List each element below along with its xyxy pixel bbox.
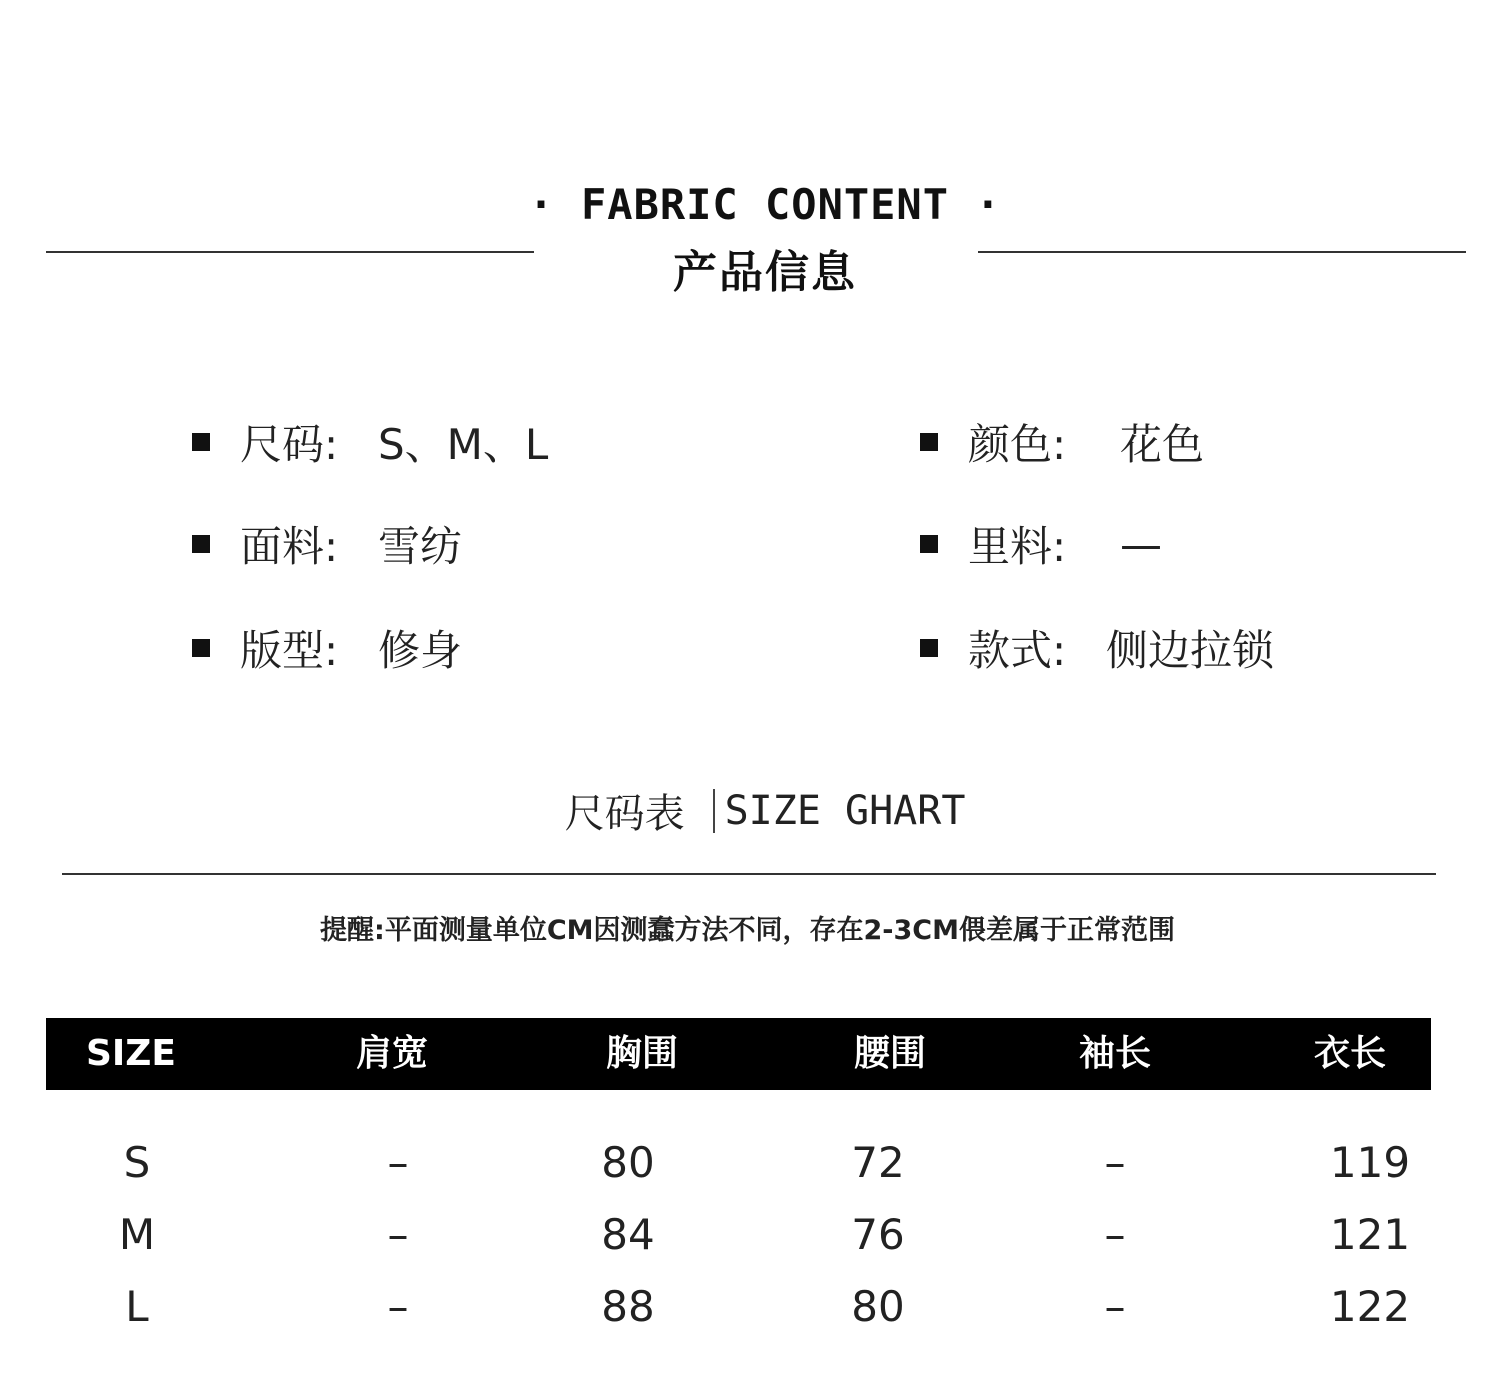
spec-value: 雪纺 [378,522,463,571]
spec-label: 颜色: [968,420,1067,469]
spec-label: 面料: [240,522,339,571]
table-cell: 88 [601,1282,655,1331]
table-cell: – [387,1138,409,1187]
spec-value: — [1120,519,1162,569]
column-header: 腰围 [853,1033,926,1074]
spec-label: 款式: [968,626,1067,675]
table-cell: – [1104,1138,1126,1187]
spec-style [920,618,1274,678]
spec-fit [192,618,462,678]
size-chart-rule [62,873,1436,875]
table-cell: – [1104,1210,1126,1259]
column-header: 衣长 [1313,1033,1386,1074]
table-cell: M [118,1210,156,1259]
bullet-icon [192,639,210,657]
size-chart-title-en: SIZE GHART [724,787,966,834]
spec-value: S、M、L [378,420,549,469]
column-header: SIZE [85,1033,177,1074]
title-divider [713,789,715,833]
bullet-icon [192,535,210,553]
table-cell: 72 [851,1138,905,1187]
table-cell: S [123,1138,151,1187]
section-title-en: · FABRIC CONTENT · [528,180,1002,229]
spec-value: 花色 [1120,420,1205,469]
section-title-cn: 产品信息 [673,247,857,298]
table-cell: – [387,1210,409,1259]
spec-lining [920,514,1162,574]
bullet-icon [920,639,938,657]
column-header: 袖长 [1078,1033,1151,1074]
table-cell: 119 [1329,1138,1411,1187]
column-header: 胸围 [605,1033,678,1074]
spec-color [920,412,1204,472]
spec-fabric [192,514,462,574]
table-cell: 84 [601,1210,655,1259]
table-cell: 76 [851,1210,905,1259]
table-cell: – [1104,1282,1126,1331]
spec-value: 修身 [378,626,463,675]
table-cell: – [387,1282,409,1331]
size-chart-title [0,782,1500,839]
table-cell: 80 [601,1138,655,1187]
measurement-notice: 提醒:平面测量单位CM因测蠢方法不同，存在2-3CM偎差属于正常范围 [320,915,1175,946]
spec-size [192,412,548,472]
spec-label: 版型: [240,626,339,675]
table-cell: 122 [1329,1282,1411,1331]
spec-value: 侧边拉锁 [1106,626,1275,675]
spec-label: 尺码: [240,420,339,469]
table-cell: 80 [851,1282,905,1331]
spec-label: 里料: [968,522,1067,571]
bullet-icon [920,433,938,451]
table-cell: L [125,1282,149,1331]
bullet-icon [920,535,938,553]
table-cell: 121 [1329,1210,1411,1259]
size-chart-title-cn: 尺码表 [564,791,685,837]
bullet-icon [192,433,210,451]
column-header: 肩宽 [355,1033,428,1074]
